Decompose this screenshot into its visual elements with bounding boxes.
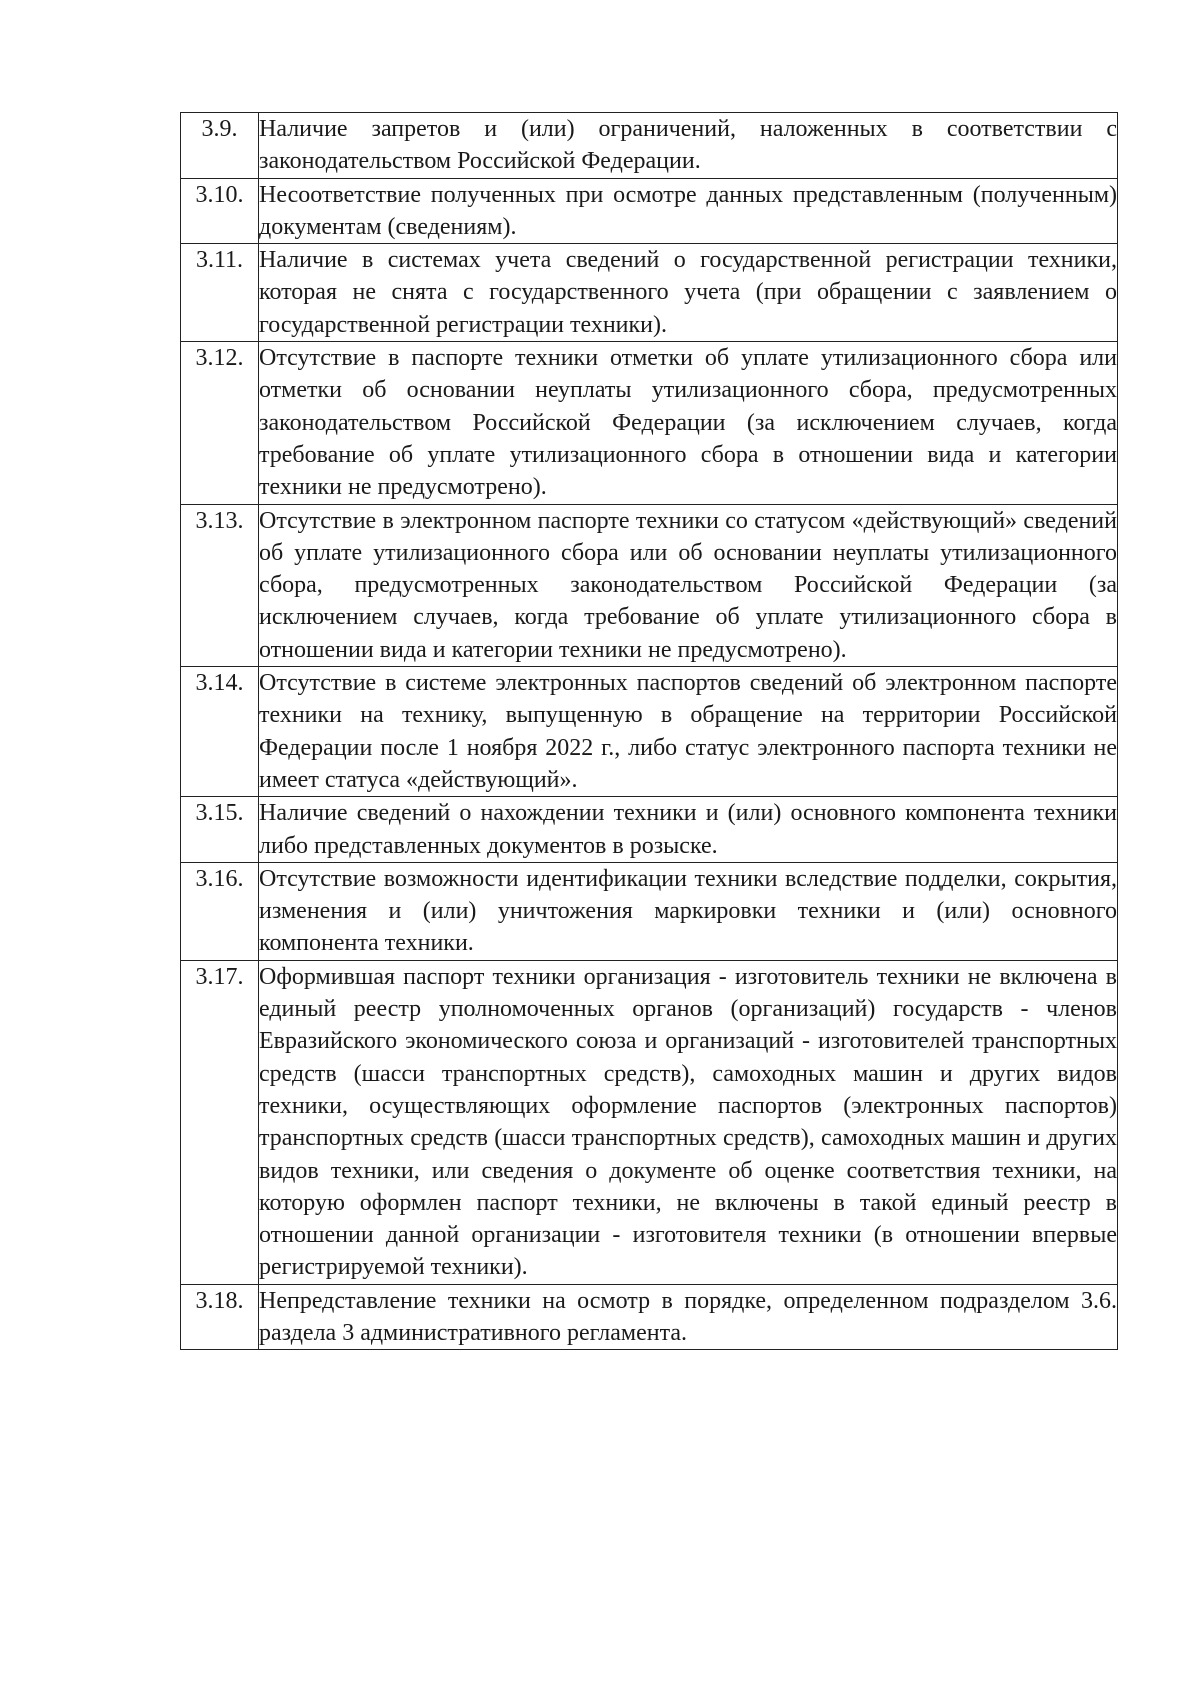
table-row: [181, 113, 1118, 179]
item-text: Наличие сведений о нахождении техники и (или) основного компонента техники либо представленных документов в розыске.: [259, 797, 1118, 863]
item-number: 3.12.: [181, 342, 259, 504]
table-row: [181, 504, 1118, 666]
item-text: Отсутствие в электронном паспорте техники со статусом «действующий» сведений об уплате утилизационного сбора или об основании неуплаты утилизационного сбора, предусмотренных законодательством Российской Федерации (за исключением случаев, когда требование об уплате утилизационного сбора в отношении вида и категории техники не предусмотрено).: [259, 504, 1118, 666]
table-row: [181, 667, 1118, 797]
item-number: 3.9.: [181, 113, 259, 179]
table-row: [181, 960, 1118, 1284]
item-text: Оформившая паспорт техники организация - изготовитель техники не включена в единый реестр уполномоченных органов (организаций) государств - членов Евразийского экономического союза и организаций - изготовителей транспортных средств (шасси транспортных средств), самоходных машин и других видов техники, осуществляющих оформление паспортов (электронных паспортов) транспортных средств (шасси транспортных средств), самоходных машин и других видов техники, или сведения о документе об оценке соответствия техники, на которую оформлен паспорт техники, не включены в такой единый реестр в отношении данной организации - изготовителя техники (в отношении впервые регистрируемой техники).: [259, 960, 1118, 1284]
table-row: [181, 862, 1118, 960]
item-text: Наличие в системах учета сведений о государственной регистрации техники, которая не снята с государственного учета (при обращении с заявлением о государственной регистрации техники).: [259, 244, 1118, 342]
table-row: [181, 178, 1118, 244]
item-number: 3.18.: [181, 1284, 259, 1350]
item-text: Отсутствие в системе электронных паспортов сведений об электронном паспорте техники на технику, выпущенную в обращение на территории Российской Федерации после 1 ноября 2022 г., либо статус электронного паспорта техники не имеет статуса «действующий».: [259, 667, 1118, 797]
item-text: Отсутствие в паспорте техники отметки об уплате утилизационного сбора или отметки об основании неуплаты утилизационного сбора, предусмотренных законодательством Российской Федерации (за исключением случаев, когда требование об уплате утилизационного сбора в отношении вида и категории техники не предусмотрено).: [259, 342, 1118, 504]
item-number: 3.10.: [181, 178, 259, 244]
item-number: 3.13.: [181, 504, 259, 666]
item-text: Наличие запретов и (или) ограничений, наложенных в соответствии с законодательством Российской Федерации.: [259, 113, 1118, 179]
item-text: Непредставление техники на осмотр в порядке, определенном подразделом 3.6. раздела 3 административного регламента.: [259, 1284, 1118, 1350]
item-number: 3.11.: [181, 244, 259, 342]
item-number: 3.16.: [181, 862, 259, 960]
item-number: 3.15.: [181, 797, 259, 863]
table-row: [181, 244, 1118, 342]
item-text: Отсутствие возможности идентификации техники вследствие подделки, сокрытия, изменения и (или) уничтожения маркировки техники и (или) основного компонента техники.: [259, 862, 1118, 960]
grounds-table: [180, 112, 1118, 1350]
table-row: [181, 797, 1118, 863]
item-number: 3.17.: [181, 960, 259, 1284]
item-text: Несоответствие полученных при осмотре данных представленным (полученным) документам (сведениям).: [259, 178, 1118, 244]
table-row: [181, 342, 1118, 504]
item-number: 3.14.: [181, 667, 259, 797]
table-row: [181, 1284, 1118, 1350]
